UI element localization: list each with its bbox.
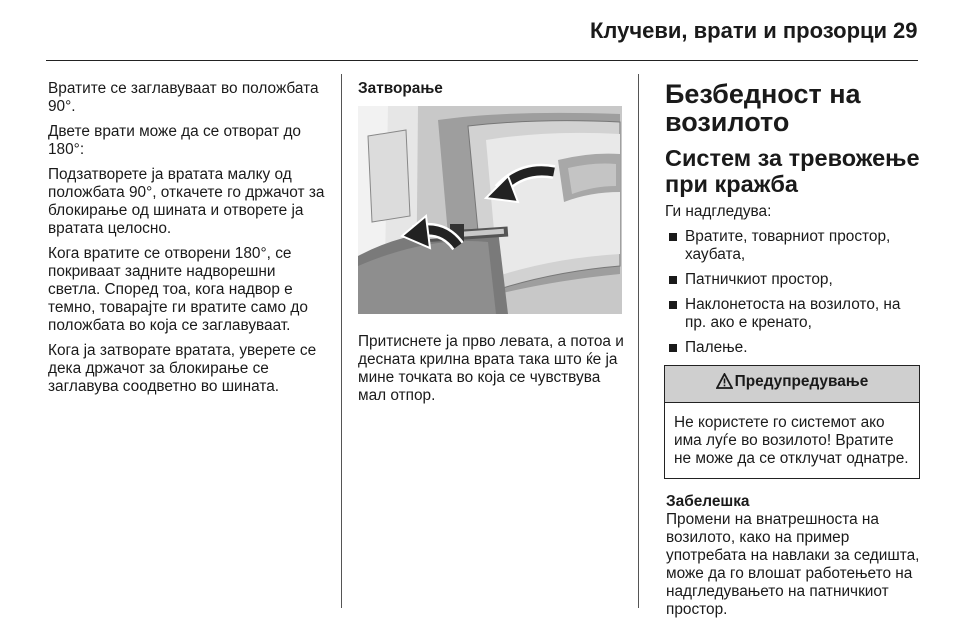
warning-text: Не користете го системот ако има луѓе во возилото! Вратите не може да се отклучат однатре.: [674, 414, 909, 467]
paragraph: Двете врати може да се отворат до 180°:: [48, 123, 301, 158]
square-bullet-icon: [669, 233, 677, 241]
running-header-title: Клучеви, врати и прозорци: [590, 18, 888, 43]
list-item: [665, 228, 923, 264]
list-item: [665, 296, 923, 332]
list-item-text: Вратите, товарниот простор, хаубата,: [685, 228, 891, 263]
paragraph: Кога вратите се отворени 180°, се покриваат задните надворешни светла. Според тоа, кога надвор е темно, товарајте ги вратите само до положбата во која се заглавуваат.: [48, 245, 308, 334]
note-block: [666, 493, 923, 619]
page-number: 29: [893, 18, 918, 43]
intro-text: Ги надгледува:: [665, 203, 772, 220]
list-item-text: Патничкиот простор,: [685, 271, 833, 288]
column-divider-left: [341, 74, 342, 608]
rear-door-closing-illustration-icon: [358, 106, 622, 314]
paragraph: Вратите се заглавуваат во положбата 90°.: [48, 80, 319, 115]
column-right: [665, 80, 923, 619]
paragraph: Кога ја затворате вратата, уверете се дека држачот за блокирање се заглавува соодветно во шината.: [48, 342, 317, 395]
warning-triangle-icon: [716, 373, 733, 394]
list-item-text: Палење.: [685, 339, 748, 356]
column-middle: [358, 80, 632, 412]
warning-header: [665, 366, 919, 403]
section-subheading: Затворање: [358, 80, 443, 97]
square-bullet-icon: [669, 344, 677, 352]
warning-title: Предупредување: [734, 373, 869, 390]
list-item-text: Наклонетоста на возилото, на пр. ако е кренато,: [685, 296, 901, 331]
section-heading: Безбедност на возилото: [665, 79, 861, 137]
figure-caption: Притиснете ја прво левата, а потоа и десната крилна врата така што ќе ја мине точката во која се чувствува мал отпор.: [358, 333, 624, 404]
section-subheading: Систем за тревожење при кражба: [665, 145, 920, 197]
monitored-items-list: [665, 228, 923, 357]
column-left: [48, 80, 330, 403]
column-divider-right: [638, 74, 639, 608]
warning-box: [664, 365, 920, 479]
list-item: [665, 339, 923, 357]
square-bullet-icon: [669, 276, 677, 284]
paragraph: Подзатворете ја вратата малку од положбата 90°, откачете го држачот за блокирање од шината и отворете ја вратата целосно.: [48, 166, 325, 237]
header-divider: [46, 60, 918, 61]
note-title: Забелешка: [666, 493, 750, 510]
note-text: Промени на внатрешноста на возилото, како на пример употребата на навлаки за седишта, може да го влошат работењето на надгледувањето на патничкиот простор.: [666, 511, 920, 618]
square-bullet-icon: [669, 301, 677, 309]
list-item: [665, 271, 923, 289]
